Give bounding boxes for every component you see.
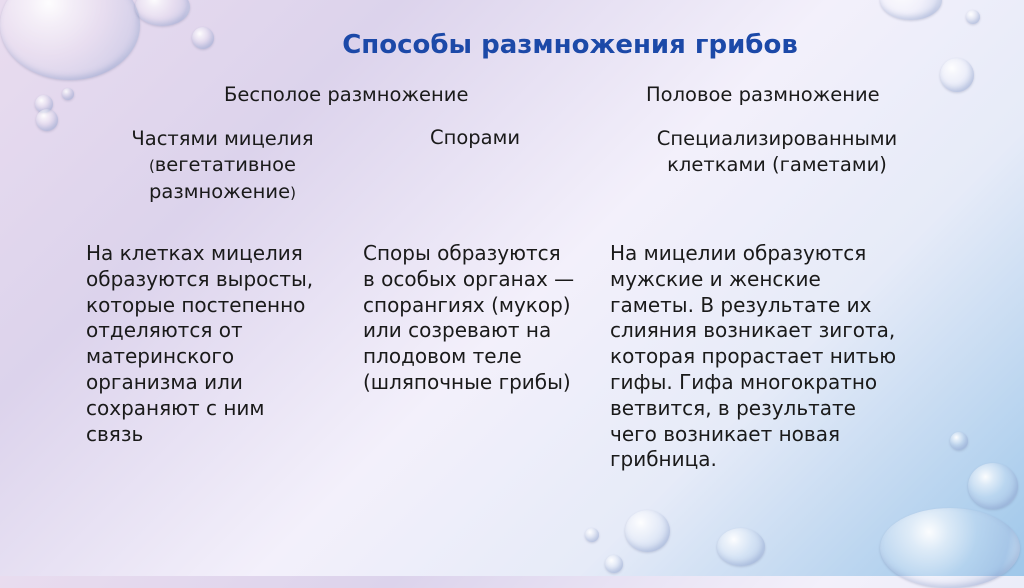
- asexual-heading: Бесполое размножение: [224, 83, 469, 106]
- water-bubble-icon: [192, 27, 214, 49]
- col3-line: слияния возникает зигота,: [610, 318, 896, 343]
- water-bubble-icon: [880, 508, 1020, 588]
- col1-heading-line3-text: размножение: [149, 180, 291, 203]
- col1-heading-line3: [105, 179, 340, 206]
- water-bubble-icon: [880, 0, 942, 20]
- water-bubble-icon: [950, 432, 968, 450]
- paren-close: ): [290, 184, 296, 202]
- sexual-heading: Половое размножение: [646, 83, 880, 106]
- col1-line: связь: [86, 421, 144, 446]
- col1-line: сохраняют с ним: [86, 395, 265, 420]
- water-bubble-icon: [625, 510, 670, 552]
- col1-line: материнского: [86, 344, 235, 369]
- water-bubble-icon: [968, 463, 1018, 509]
- col3-line: На мицелии образуются: [610, 241, 867, 265]
- col3-line: ветвится, в результате: [610, 395, 856, 420]
- col3-line: грибница.: [610, 447, 717, 472]
- water-bubble-icon: [940, 58, 974, 92]
- col1-line: отделяются от: [86, 318, 243, 343]
- col1-heading-line2: [105, 152, 340, 179]
- col1-line: которые постепенно: [86, 292, 306, 317]
- col2-line: в особых органах —: [363, 266, 575, 291]
- water-bubble-icon: [62, 88, 74, 100]
- col3-line: гифы. Гифа многократно: [610, 369, 878, 394]
- col3-line: мужские и женские: [610, 266, 821, 291]
- col2-line: (шляпочные грибы): [363, 369, 571, 394]
- col2-body: [363, 241, 574, 396]
- col1-body: [86, 241, 313, 447]
- water-bubble-icon: [717, 528, 765, 566]
- water-bubble-icon: [36, 109, 58, 131]
- col3-heading-line2: клетками (гаметами): [667, 153, 887, 176]
- col2-line: спорангиях (мукор): [363, 292, 571, 317]
- col1-line: На клетках мицелия: [86, 241, 303, 265]
- col3-heading: [612, 126, 942, 178]
- col1-line: организма или: [86, 369, 243, 394]
- col3-line: чего возникает новая: [610, 421, 840, 446]
- col3-body: [610, 241, 896, 473]
- col2-line: плодовом теле: [363, 344, 522, 369]
- water-bubble-icon: [0, 0, 140, 80]
- water-bubble-icon: [585, 528, 599, 542]
- col1-line: образуются выросты,: [86, 266, 314, 291]
- water-bubble-icon: [605, 555, 623, 573]
- paren-open: (: [148, 157, 155, 175]
- col3-heading-line1: Специализированными: [656, 127, 898, 150]
- col2-line: или созревают на: [363, 318, 552, 343]
- col2-heading: Спорами: [430, 126, 521, 149]
- water-bubble-icon: [966, 10, 980, 24]
- col1-heading: [105, 126, 340, 206]
- col1-heading-line1: Частями мицелия: [131, 127, 314, 150]
- slide-title: Способы размножения грибов: [342, 30, 798, 60]
- col1-heading-line2-text: вегетативное: [154, 153, 297, 176]
- col3-line: которая прорастает нитью: [610, 344, 897, 369]
- col2-line: Споры образуются: [363, 241, 561, 265]
- col3-line: гаметы. В результате их: [610, 292, 872, 317]
- water-bubble-icon: [135, 0, 190, 26]
